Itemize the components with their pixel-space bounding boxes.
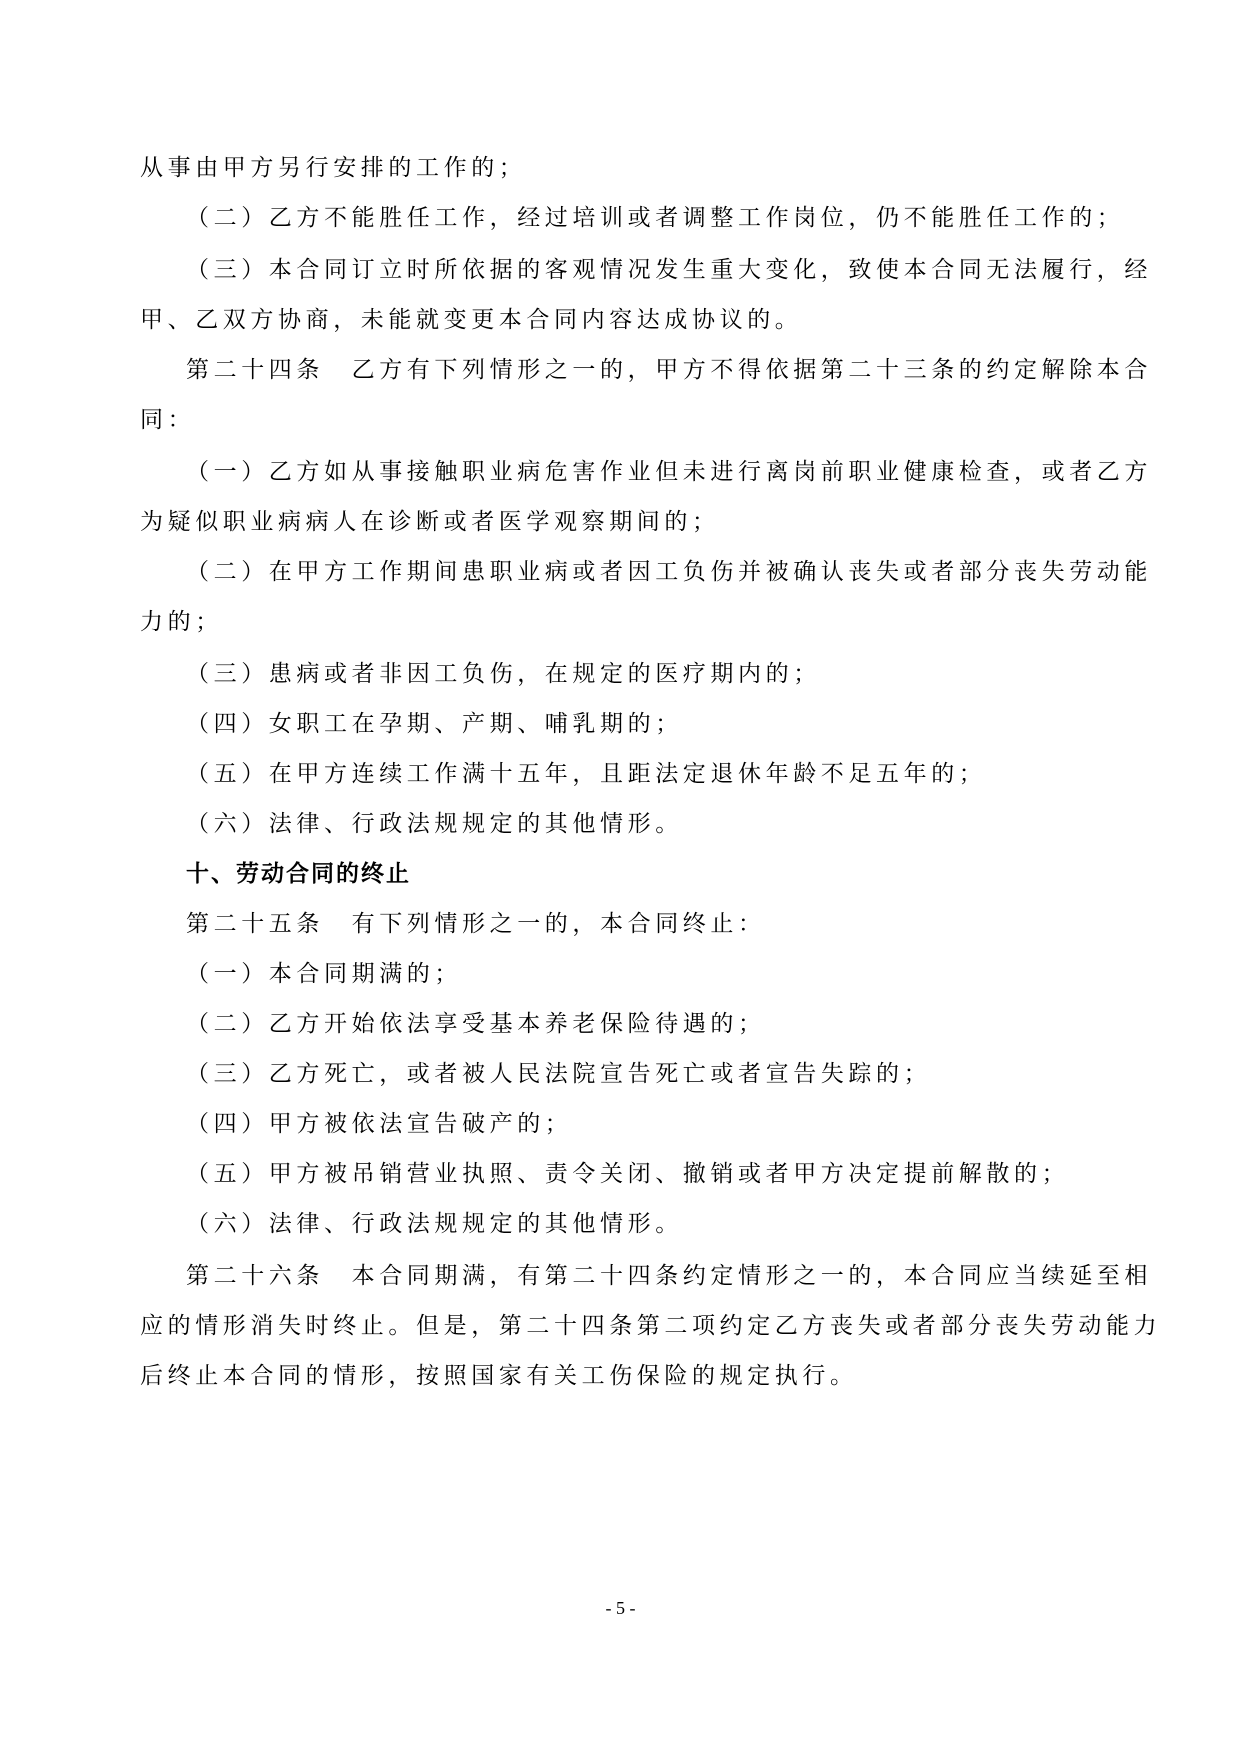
paragraph-line: （六）法律、行政法规规定的其他情形。 [186, 811, 683, 837]
paragraph-line: （三）患病或者非因工负伤，在规定的医疗期内的； [186, 661, 821, 687]
article-24-line: 第二十四条 乙方有下列情形之一的，甲方不得依据第二十三条的约定解除本合 [186, 357, 1152, 383]
paragraph-line: （二）在甲方工作期间患职业病或者因工负伤并被确认丧失或者部分丧失劳动能 [186, 559, 1152, 585]
paragraph-line: （三）本合同订立时所依据的客观情况发生重大变化，致使本合同无法履行，经 [186, 257, 1152, 283]
paragraph-line: 为疑似职业病病人在诊断或者医学观察期间的； [140, 509, 720, 535]
page-number: - 5 - [605, 1598, 636, 1618]
section-heading: 十、劳动合同的终止 [186, 860, 411, 887]
paragraph-line: （四）女职工在孕期、产期、哺乳期的； [186, 711, 683, 737]
paragraph-line: 应的情形消失时终止。但是，第二十四条第二项约定乙方丧失或者部分丧失劳动能力 [140, 1313, 1162, 1339]
paragraph-line: （二）乙方不能胜任工作，经过培训或者调整工作岗位，仍不能胜任工作的； [186, 205, 1125, 231]
paragraph-line: （一）乙方如从事接触职业病危害作业但未进行离岗前职业健康检查，或者乙方 [186, 459, 1152, 485]
paragraph-line: 甲、乙双方协商，未能就变更本合同内容达成协议的。 [140, 307, 803, 333]
paragraph-line: （三）乙方死亡，或者被人民法院宣告死亡或者宣告失踪的； [186, 1061, 932, 1087]
paragraph-line: （四）甲方被依法宣告破产的； [186, 1111, 573, 1137]
paragraph-line: 同： [140, 407, 196, 433]
paragraph-line: 力的； [140, 609, 223, 635]
paragraph-line: （二）乙方开始依法享受基本养老保险待遇的； [186, 1011, 766, 1037]
paragraph-line: （六）法律、行政法规规定的其他情形。 [186, 1211, 683, 1237]
paragraph-line: （五）甲方被吊销营业执照、责令关闭、撤销或者甲方决定提前解散的； [186, 1161, 1070, 1187]
paragraph-line: 从事由甲方另行安排的工作的； [140, 155, 527, 181]
article-25-line: 第二十五条 有下列情形之一的，本合同终止： [186, 911, 766, 937]
paragraph-line: 后终止本合同的情形，按照国家有关工伤保险的规定执行。 [140, 1363, 858, 1389]
paragraph-line: （一）本合同期满的； [186, 961, 462, 987]
paragraph-line: （五）在甲方连续工作满十五年，且距法定退休年龄不足五年的； [186, 761, 987, 787]
article-26-line: 第二十六条 本合同期满，有第二十四条约定情形之一的，本合同应当续延至相 [186, 1263, 1152, 1289]
